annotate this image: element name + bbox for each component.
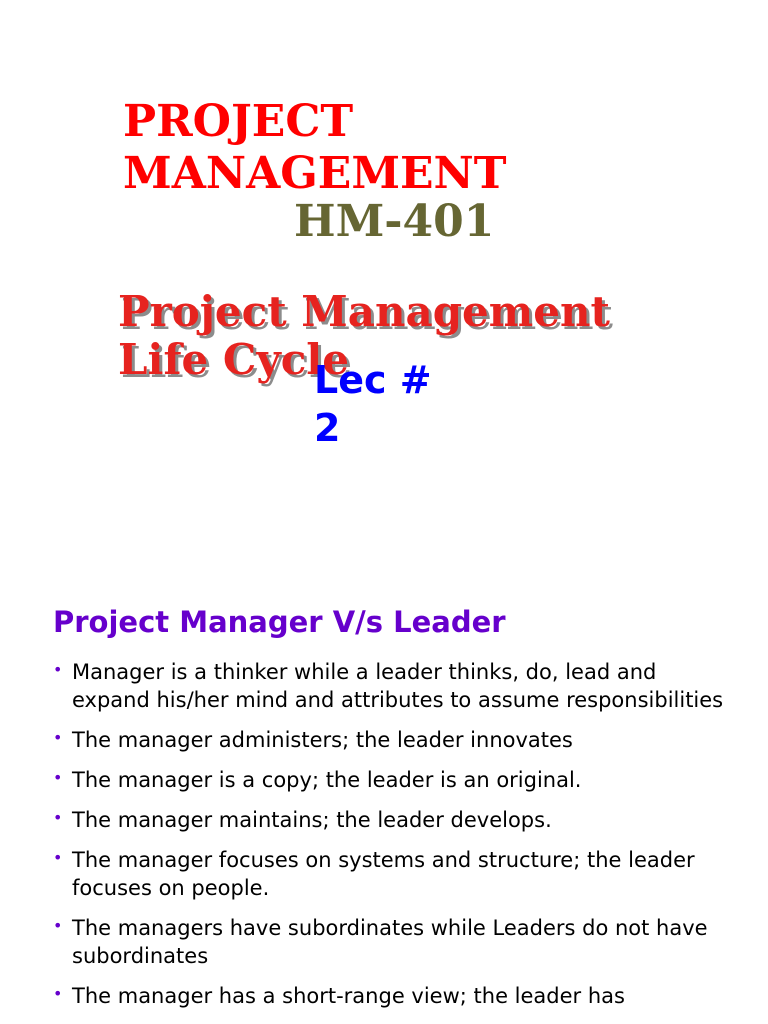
list-item [52, 658, 732, 714]
list-item [52, 726, 732, 754]
slide-subtitle-line-1: Project Management [118, 287, 610, 336]
bullet-icon: • [53, 984, 63, 1003]
bullet-text: The manager maintains; the leader develops. [72, 808, 552, 832]
bullet-icon: • [53, 768, 63, 787]
list-item [52, 766, 732, 794]
bullet-text: The manager has a short-range view; the leader has [72, 984, 625, 1008]
bullet-text: Manager is a thinker while a leader thinks, do, lead and expand his/her mind and attributes to assume responsibilities [72, 660, 724, 712]
slide-title [123, 96, 507, 200]
list-item [52, 914, 732, 970]
bullet-text: The manager administers; the leader innovates [72, 728, 573, 752]
lecture-line-2: 2 [314, 406, 341, 450]
bullet-text: The managers have subordinates while Leaders do not have subordinates [72, 916, 708, 968]
course-code: HM-401 [294, 196, 495, 247]
content-slide-title: Project Manager V/s Leader [53, 605, 506, 639]
slide-subtitle-line-2: Life Cycle [118, 335, 349, 384]
bullet-text: The manager focuses on systems and structure; the leader focuses on people. [72, 848, 695, 900]
list-item [52, 806, 732, 834]
content-slide [0, 576, 768, 1024]
bullet-icon: • [53, 660, 63, 679]
slide-title-line-2: MANAGEMENT [123, 148, 507, 199]
bullet-list [52, 658, 732, 1022]
slide-title-line-1: PROJECT [123, 96, 354, 147]
lecture-line-1: Lec # [314, 358, 432, 402]
list-item [52, 846, 732, 902]
lecture-number [314, 356, 432, 452]
bullet-icon: • [53, 848, 63, 867]
bullet-icon: • [53, 808, 63, 827]
list-item [52, 982, 732, 1010]
bullet-icon: • [53, 916, 63, 935]
bullet-icon: • [53, 728, 63, 747]
bullet-text: The manager is a copy; the leader is an original. [72, 768, 582, 792]
